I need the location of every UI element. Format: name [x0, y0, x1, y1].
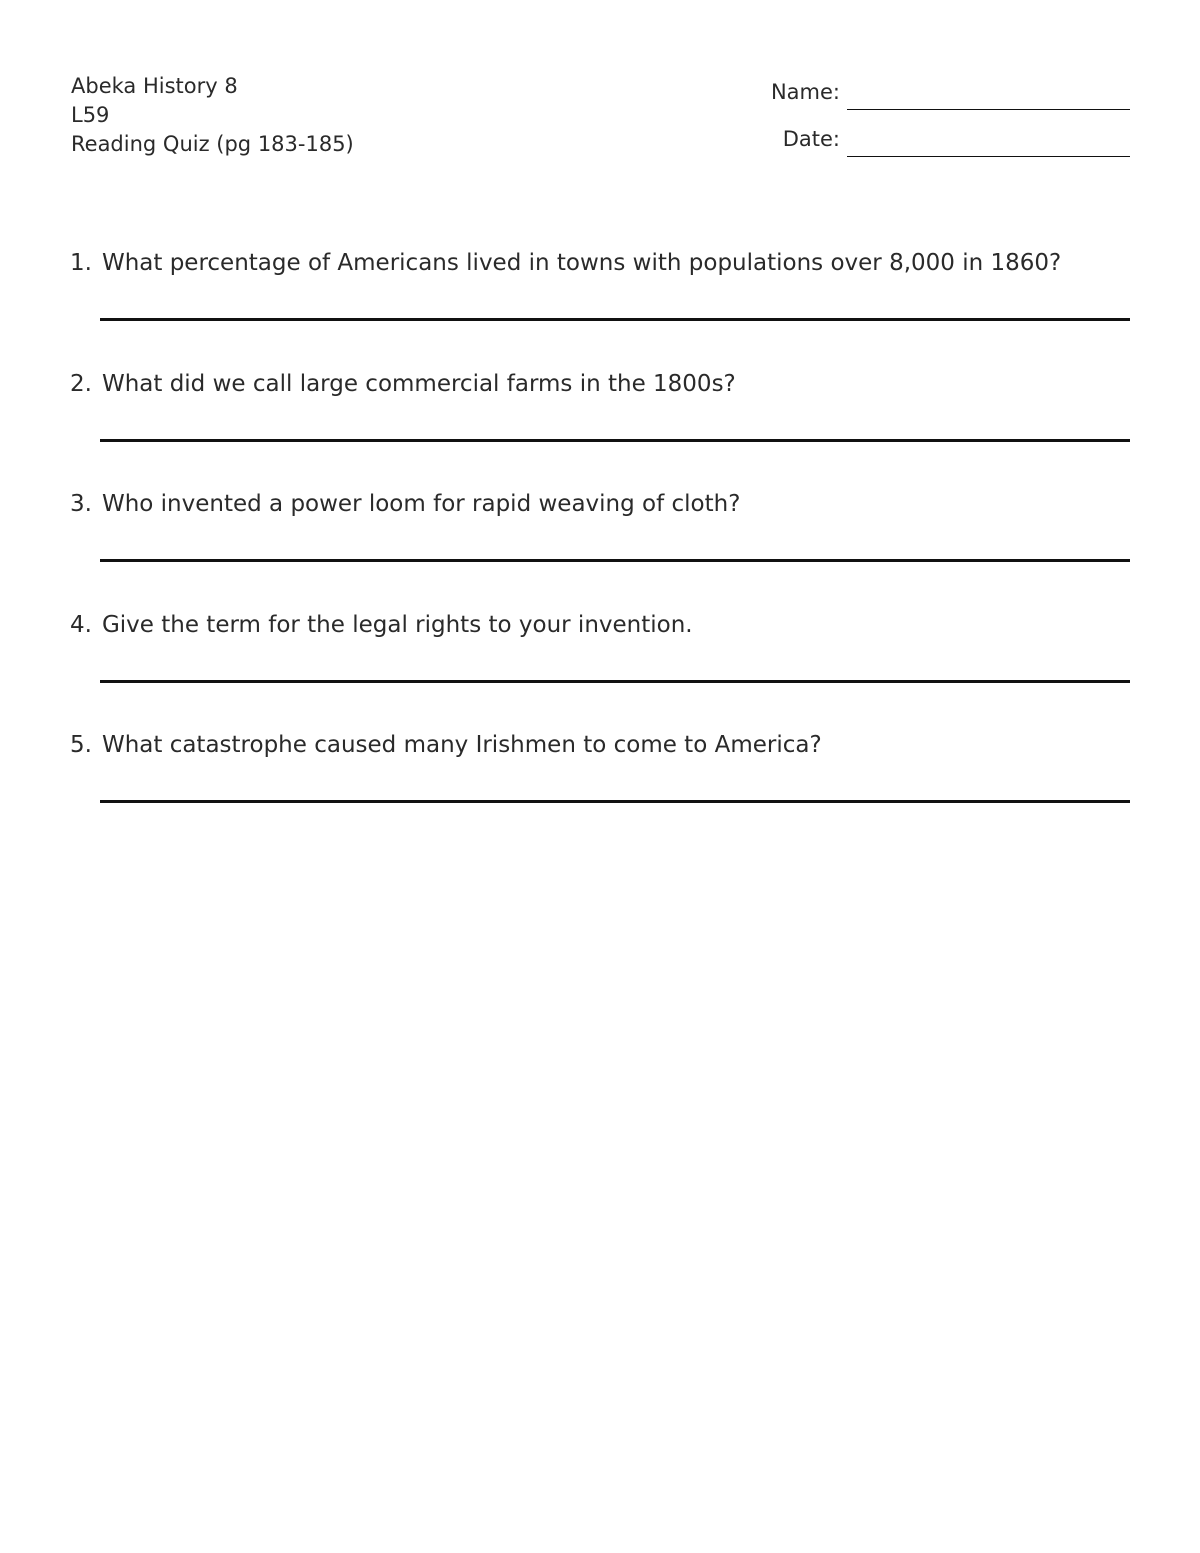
course-title: Abeka History 8: [71, 74, 238, 98]
question-1: [70, 250, 1130, 276]
question-number: 3.: [70, 491, 92, 517]
quiz-title: Reading Quiz (pg 183-185): [71, 132, 354, 156]
date-line[interactable]: [847, 156, 1130, 157]
question-prompt: What did we call large commercial farms in the 1800s?: [101, 371, 736, 397]
answer-line-4[interactable]: [100, 680, 1130, 683]
answer-line-1[interactable]: [100, 318, 1130, 321]
question-2-text: [70, 371, 1130, 397]
question-4: [70, 612, 1130, 638]
question-prompt: Give the term for the legal rights to your invention.: [101, 612, 693, 638]
question-number: 5.: [70, 732, 92, 758]
question-1-text: [70, 250, 1130, 276]
date-label: Date:: [782, 127, 840, 151]
question-5: [70, 732, 1130, 758]
name-line[interactable]: [847, 109, 1130, 110]
question-2: [70, 371, 1130, 397]
question-prompt: What percentage of Americans lived in towns with populations over 8,000 in 1860?: [101, 250, 1062, 276]
question-5-text: [70, 732, 1130, 758]
answer-line-2[interactable]: [100, 439, 1130, 442]
question-4-text: [70, 612, 1130, 638]
quiz-header: [71, 72, 354, 159]
name-label: Name:: [770, 80, 840, 104]
question-3-text: [70, 491, 1130, 517]
answer-line-5[interactable]: [100, 800, 1130, 803]
date-field[interactable]: [700, 117, 1130, 157]
lesson-number: L59: [71, 103, 110, 127]
answer-line-3[interactable]: [100, 559, 1130, 562]
question-number: 1.: [70, 250, 92, 276]
question-number: 2.: [70, 371, 92, 397]
name-field[interactable]: [700, 70, 1130, 110]
question-number: 4.: [70, 612, 92, 638]
question-prompt: What catastrophe caused many Irishmen to come to America?: [101, 732, 822, 758]
question-3: [70, 491, 1130, 517]
question-prompt: Who invented a power loom for rapid weaving of cloth?: [101, 491, 741, 517]
